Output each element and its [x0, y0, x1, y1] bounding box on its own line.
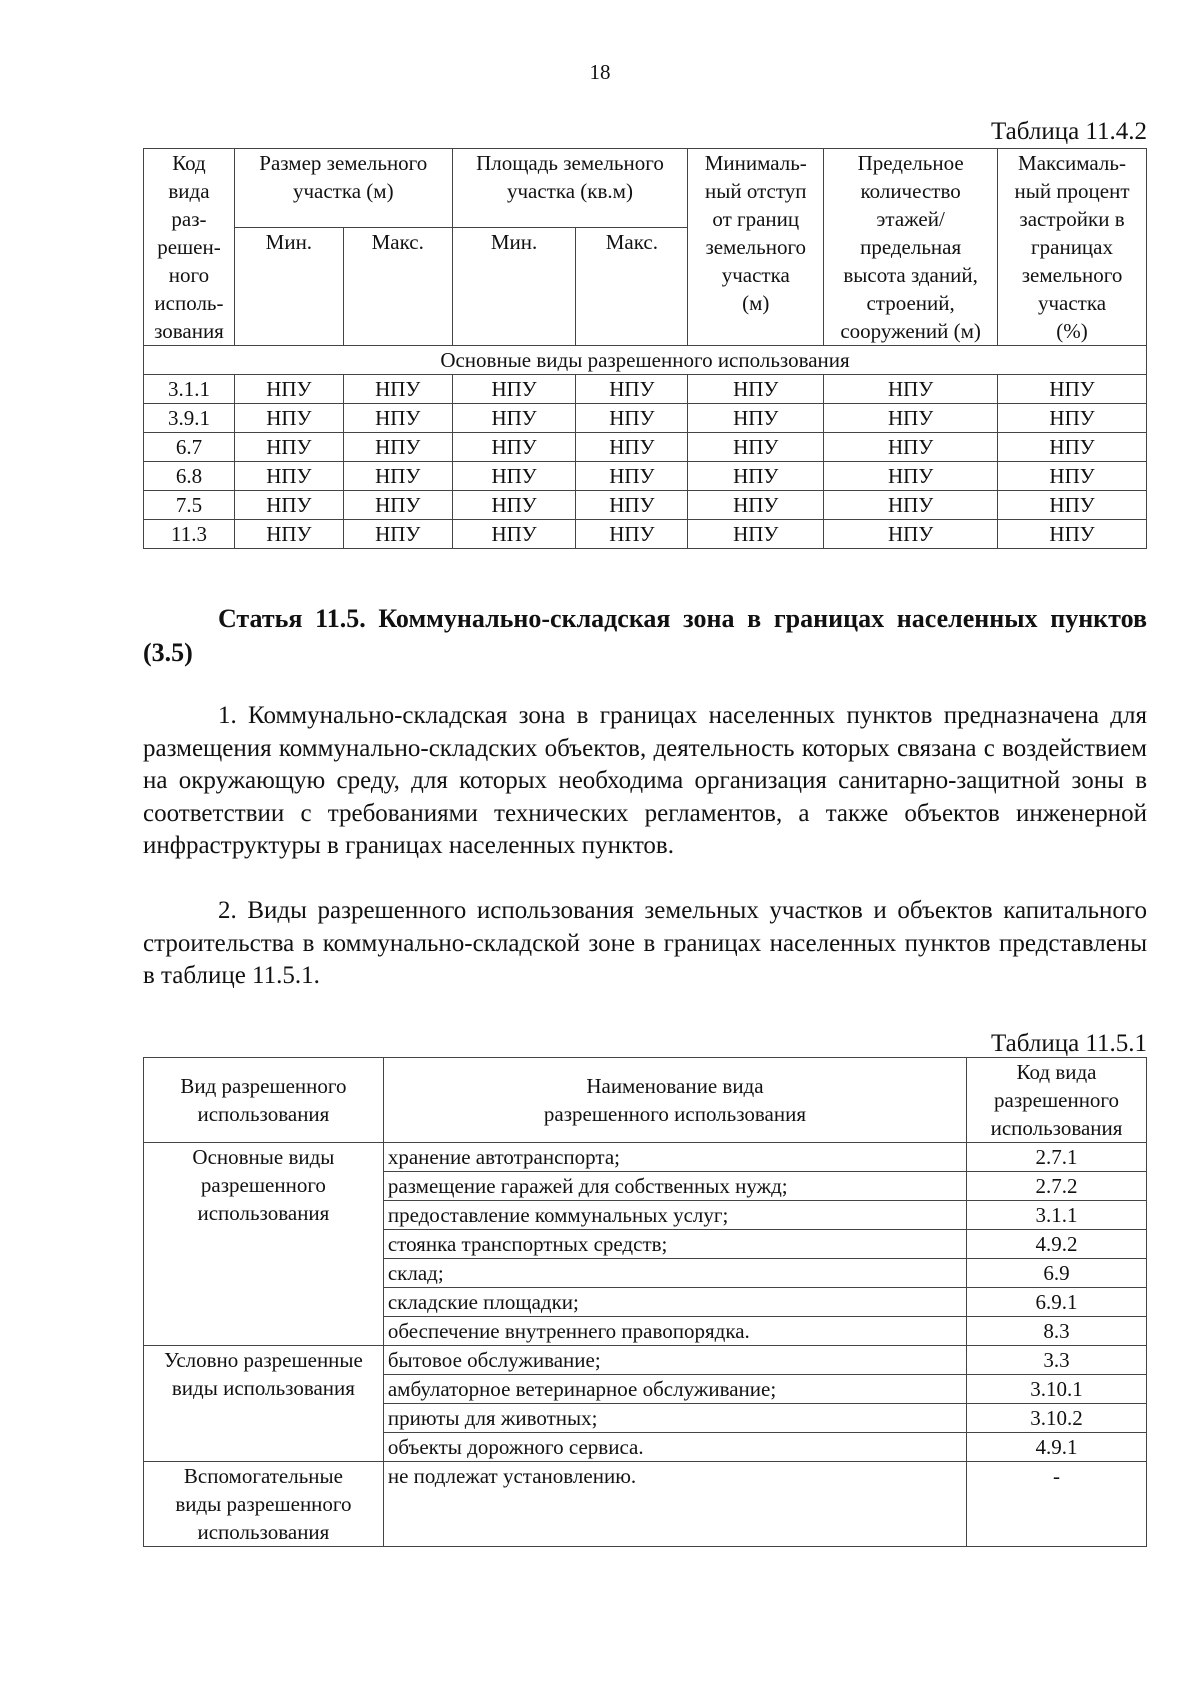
cell-code: 6.7 — [144, 433, 235, 462]
table-row — [144, 520, 1147, 549]
header-area-min: Мин. — [452, 228, 576, 346]
cell-floors: НПУ — [824, 520, 998, 549]
category-cell — [144, 1462, 384, 1547]
text-line: использования — [197, 1520, 330, 1544]
cell-size-max: НПУ — [343, 462, 452, 491]
text-line: высота зданий, — [843, 263, 978, 287]
text-line: предельная — [860, 235, 962, 259]
article-heading: Статья 11.5. Коммунально-складская зона в границах населенных пунктов (3.5) — [143, 604, 1147, 667]
cell-size-max: НПУ — [343, 433, 452, 462]
table-11-5-1 — [143, 1057, 1147, 1547]
text-line: (%) — [1056, 319, 1088, 343]
header-area-max: Макс. — [576, 228, 688, 346]
cell-area-max: НПУ — [576, 375, 688, 404]
text-line: ного — [168, 263, 210, 287]
cell-size-min: НПУ — [234, 520, 343, 549]
page-number: 18 — [589, 60, 611, 84]
table-11-4-2-caption: Таблица 11.4.2 — [991, 118, 1147, 145]
use-code-cell: 3.1.1 — [967, 1201, 1147, 1230]
cell-floors: НПУ — [824, 404, 998, 433]
text-line: использования — [990, 1116, 1123, 1140]
use-name-cell: предоставление коммунальных услуг; — [383, 1201, 966, 1230]
cell-size-min: НПУ — [234, 433, 343, 462]
text-line: Максималь- — [1018, 151, 1126, 175]
text-line: Код — [172, 151, 206, 175]
cell-area-min: НПУ — [452, 375, 576, 404]
table-11-4-2 — [143, 148, 1147, 549]
use-name-cell: стоянка транспортных средств; — [383, 1230, 966, 1259]
use-code-cell: 2.7.2 — [967, 1172, 1147, 1201]
header-kind — [144, 1058, 384, 1143]
header-code — [144, 149, 235, 346]
cell-percent: НПУ — [998, 520, 1147, 549]
use-name-cell: склад; — [383, 1259, 966, 1288]
section-label: Основные виды разрешенного использования — [144, 346, 1147, 375]
use-name-cell: хранение автотранспорта; — [383, 1143, 966, 1172]
cell-size-max: НПУ — [343, 520, 452, 549]
text-line: Минималь- — [704, 151, 807, 175]
cell-offset: НПУ — [688, 491, 824, 520]
use-name-cell: размещение гаражей для собственных нужд; — [383, 1172, 966, 1201]
cell-size-min: НПУ — [234, 404, 343, 433]
cell-offset: НПУ — [688, 375, 824, 404]
text-line: участка — [1037, 291, 1107, 315]
text-line: (м) — [742, 291, 770, 315]
text-line: строений, — [866, 291, 955, 315]
article-paragraph-1: 1. Коммунально-складская зона в границах населенных пунктов предназначена для размещения коммунально-складских объектов, деятельность которых связана с воздействием на окружающую среду, для которых необходима организация санитарно-защитной зоны в соответствии с требованиями технических регламентов, а также объектов инженерной инфраструктуры в границах населенных пунктов. — [143, 702, 1147, 859]
use-code-cell: 4.9.1 — [967, 1433, 1147, 1462]
text-line: Вспомогательные — [183, 1464, 343, 1488]
cell-code: 11.3 — [144, 520, 235, 549]
text-line: вида — [168, 179, 210, 203]
cell-percent: НПУ — [998, 462, 1147, 491]
header-size-min: Мин. — [234, 228, 343, 346]
text-line: земельного — [705, 235, 807, 259]
table-row — [144, 375, 1147, 404]
table-row — [144, 491, 1147, 520]
use-code-cell: 3.10.1 — [967, 1375, 1147, 1404]
text-line: участка — [721, 263, 790, 287]
cell-area-max: НПУ — [576, 462, 688, 491]
text-line: Основные виды — [192, 1145, 335, 1169]
text-line: Площадь земельного — [476, 151, 664, 175]
header-code — [967, 1058, 1147, 1143]
header-size — [234, 149, 452, 228]
cell-area-min: НПУ — [452, 491, 576, 520]
text-line: Предельное — [857, 151, 964, 175]
category-cell — [144, 1346, 384, 1462]
cell-area-min: НПУ — [452, 520, 576, 549]
use-name-cell: приюты для животных; — [383, 1404, 966, 1433]
text-line: количество — [860, 179, 961, 203]
use-name-cell: амбулаторное ветеринарное обслуживание; — [383, 1375, 966, 1404]
text-line: виды разрешенного — [175, 1492, 352, 1516]
cell-code: 7.5 — [144, 491, 235, 520]
text-line: разрешенного использования — [543, 1102, 806, 1126]
use-code-cell: 6.9.1 — [967, 1288, 1147, 1317]
cell-percent: НПУ — [998, 375, 1147, 404]
use-name-cell: складские площадки; — [383, 1288, 966, 1317]
use-name-cell: объекты дорожного сервиса. — [383, 1433, 966, 1462]
table-11-5-1-caption: Таблица 11.5.1 — [991, 1030, 1147, 1057]
cell-offset: НПУ — [688, 462, 824, 491]
text-line: использования — [197, 1102, 330, 1126]
cell-floors: НПУ — [824, 433, 998, 462]
use-name-cell: не подлежат установлению. — [383, 1462, 966, 1547]
cell-area-max: НПУ — [576, 433, 688, 462]
header-floors — [824, 149, 998, 346]
text-line: исполь- — [154, 291, 224, 315]
use-code-cell: - — [967, 1462, 1147, 1547]
text-line: Наименование вида — [586, 1074, 764, 1098]
header-offset — [688, 149, 824, 346]
text-line: этажей/ — [876, 207, 945, 231]
use-code-cell: 6.9 — [967, 1259, 1147, 1288]
cell-percent: НПУ — [998, 404, 1147, 433]
table-row — [144, 462, 1147, 491]
cell-code: 3.9.1 — [144, 404, 235, 433]
cell-offset: НПУ — [688, 433, 824, 462]
cell-floors: НПУ — [824, 491, 998, 520]
cell-size-max: НПУ — [343, 491, 452, 520]
text-line: ный процент — [1014, 179, 1130, 203]
cell-area-min: НПУ — [452, 433, 576, 462]
text-line: от границ — [712, 207, 800, 231]
header-area — [452, 149, 688, 228]
text-line: Условно разрешенные — [163, 1348, 363, 1372]
text-line: Вид разрешенного — [180, 1074, 347, 1098]
text-line: участка (м) — [292, 179, 394, 203]
text-line: границах — [1031, 235, 1113, 259]
cell-size-max: НПУ — [343, 375, 452, 404]
text-line: земельного — [1021, 263, 1123, 287]
text-line: виды использования — [171, 1376, 355, 1400]
table-row — [144, 404, 1147, 433]
text-line: решен- — [157, 235, 221, 259]
cell-area-min: НПУ — [452, 404, 576, 433]
cell-code: 6.8 — [144, 462, 235, 491]
text-line: ный отступ — [705, 179, 807, 203]
cell-area-max: НПУ — [576, 491, 688, 520]
cell-area-max: НПУ — [576, 520, 688, 549]
category-cell — [144, 1143, 384, 1346]
cell-size-min: НПУ — [234, 375, 343, 404]
cell-code: 3.1.1 — [144, 375, 235, 404]
article-paragraph-2: 2. Виды разрешенного использования земельных участков и объектов капитального строительства в коммунально-складской зоне в границах населенных пунктов представлены в таблице 11.5.1. — [143, 897, 1147, 989]
text-line: разрешенного — [994, 1088, 1120, 1112]
table-row — [144, 433, 1147, 462]
text-line: застройки в — [1019, 207, 1125, 231]
text-line: использования — [197, 1201, 330, 1225]
header-name — [383, 1058, 966, 1143]
cell-floors: НПУ — [824, 375, 998, 404]
use-code-cell: 2.7.1 — [967, 1143, 1147, 1172]
use-code-cell: 8.3 — [967, 1317, 1147, 1346]
table-row — [144, 1143, 1147, 1172]
text-line: сооружений (м) — [840, 319, 981, 343]
cell-percent: НПУ — [998, 491, 1147, 520]
cell-area-min: НПУ — [452, 462, 576, 491]
text-line: участка (кв.м) — [506, 179, 633, 203]
header-size-max: Макс. — [343, 228, 452, 346]
text-line: раз- — [171, 207, 207, 231]
cell-area-max: НПУ — [576, 404, 688, 433]
use-code-cell: 3.10.2 — [967, 1404, 1147, 1433]
text-line: зования — [154, 319, 224, 343]
use-code-cell: 3.3 — [967, 1346, 1147, 1375]
cell-floors: НПУ — [824, 462, 998, 491]
cell-size-max: НПУ — [343, 404, 452, 433]
table-row — [144, 1462, 1147, 1547]
text-line: Код вида — [1016, 1060, 1097, 1084]
text-line: разрешенного — [200, 1173, 326, 1197]
text-line: Размер земельного — [259, 151, 428, 175]
use-name-cell: бытовое обслуживание; — [383, 1346, 966, 1375]
header-percent — [998, 149, 1147, 346]
use-name-cell: обеспечение внутреннего правопорядка. — [383, 1317, 966, 1346]
table-row — [144, 1346, 1147, 1375]
cell-percent: НПУ — [998, 433, 1147, 462]
cell-size-min: НПУ — [234, 491, 343, 520]
cell-offset: НПУ — [688, 520, 824, 549]
cell-offset: НПУ — [688, 404, 824, 433]
cell-size-min: НПУ — [234, 462, 343, 491]
use-code-cell: 4.9.2 — [967, 1230, 1147, 1259]
